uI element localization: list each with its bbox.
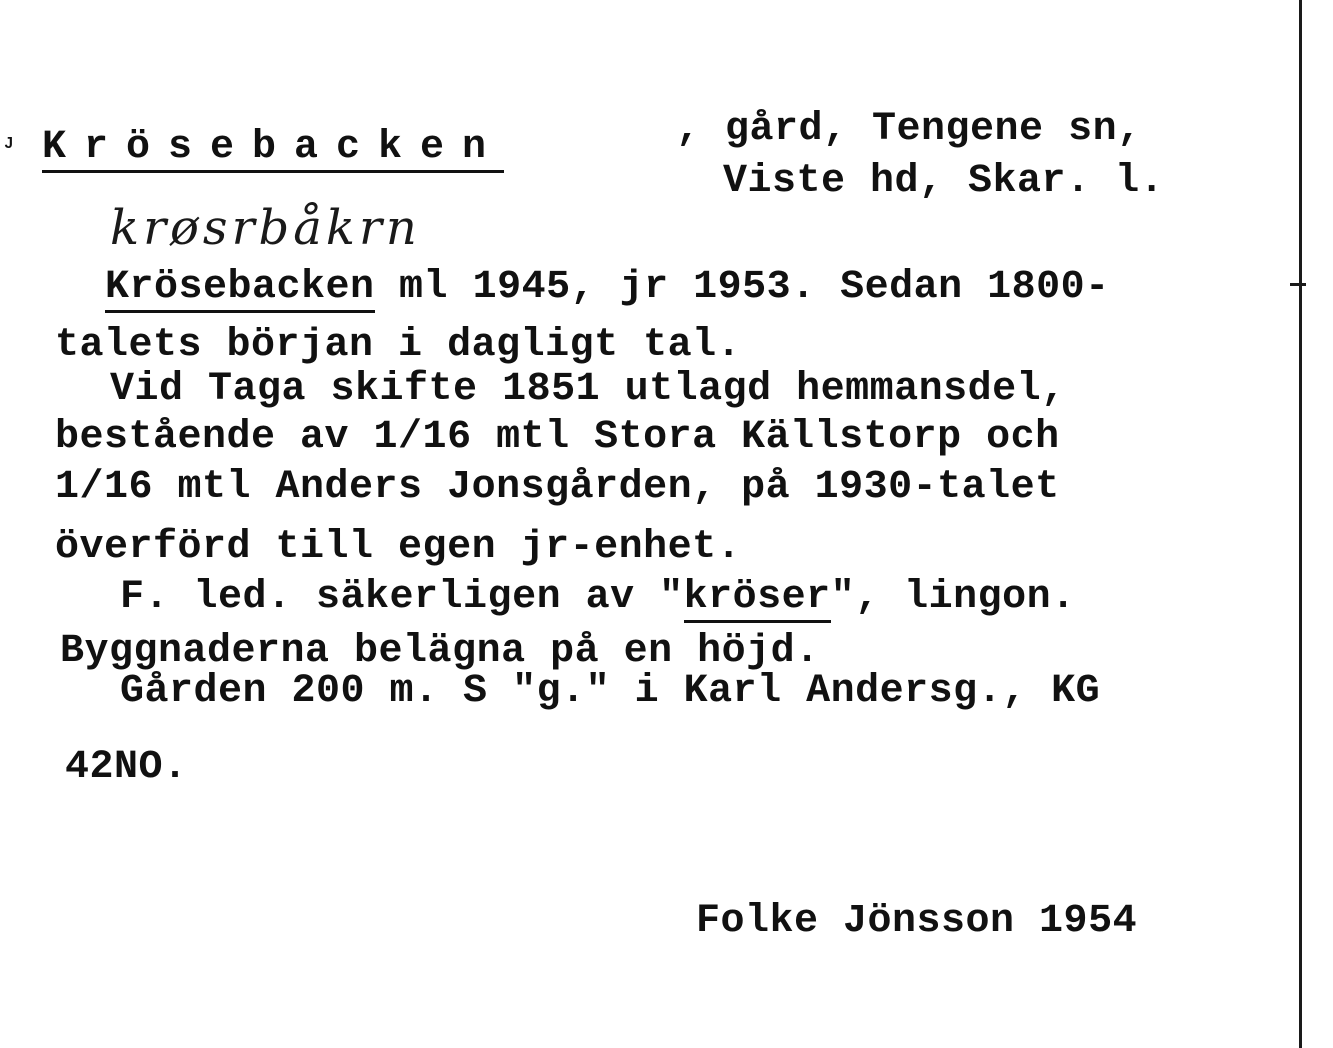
- phonetic-transcription: krøsrbåkrn: [110, 200, 421, 256]
- underlined-name: Krösebacken: [105, 265, 375, 313]
- card-edge-line: [1299, 0, 1302, 1048]
- headword-description-line-2: Viste hd, Skar. l.: [723, 159, 1165, 204]
- headword-description-line-1: , gård, Tengene sn,: [676, 107, 1142, 152]
- body-line-8: Byggnaderna belägna på en höjd.: [60, 629, 820, 674]
- body-line-1: Krösebacken ml 1945, jr 1953. Sedan 1800-: [105, 268, 1110, 308]
- body-line-10: 42NO.: [65, 745, 188, 790]
- body-line-3: Vid Taga skifte 1851 utlagd hemmansdel,: [110, 367, 1066, 412]
- author-signature: Folke Jönsson 1954: [696, 899, 1138, 944]
- card-edge-tick: [1290, 283, 1306, 286]
- body-line-6: överförd till egen jr-enhet.: [55, 525, 742, 570]
- margin-mark: ᴶ: [2, 135, 16, 160]
- body-line-7: F. led. säkerligen av "kröser", lingon.: [120, 578, 1076, 618]
- body-line-4: bestående av 1/16 mtl Stora Källstorp och: [55, 415, 1060, 460]
- body-line-2: talets början i dagligt tal.: [55, 323, 742, 368]
- body-line-5: 1/16 mtl Anders Jonsgården, på 1930-talet: [55, 465, 1060, 510]
- headword: Krösebacken: [42, 128, 504, 173]
- underlined-word: kröser: [684, 575, 831, 623]
- body-line-9: Gården 200 m. S "g." i Karl Andersg., KG: [120, 669, 1101, 714]
